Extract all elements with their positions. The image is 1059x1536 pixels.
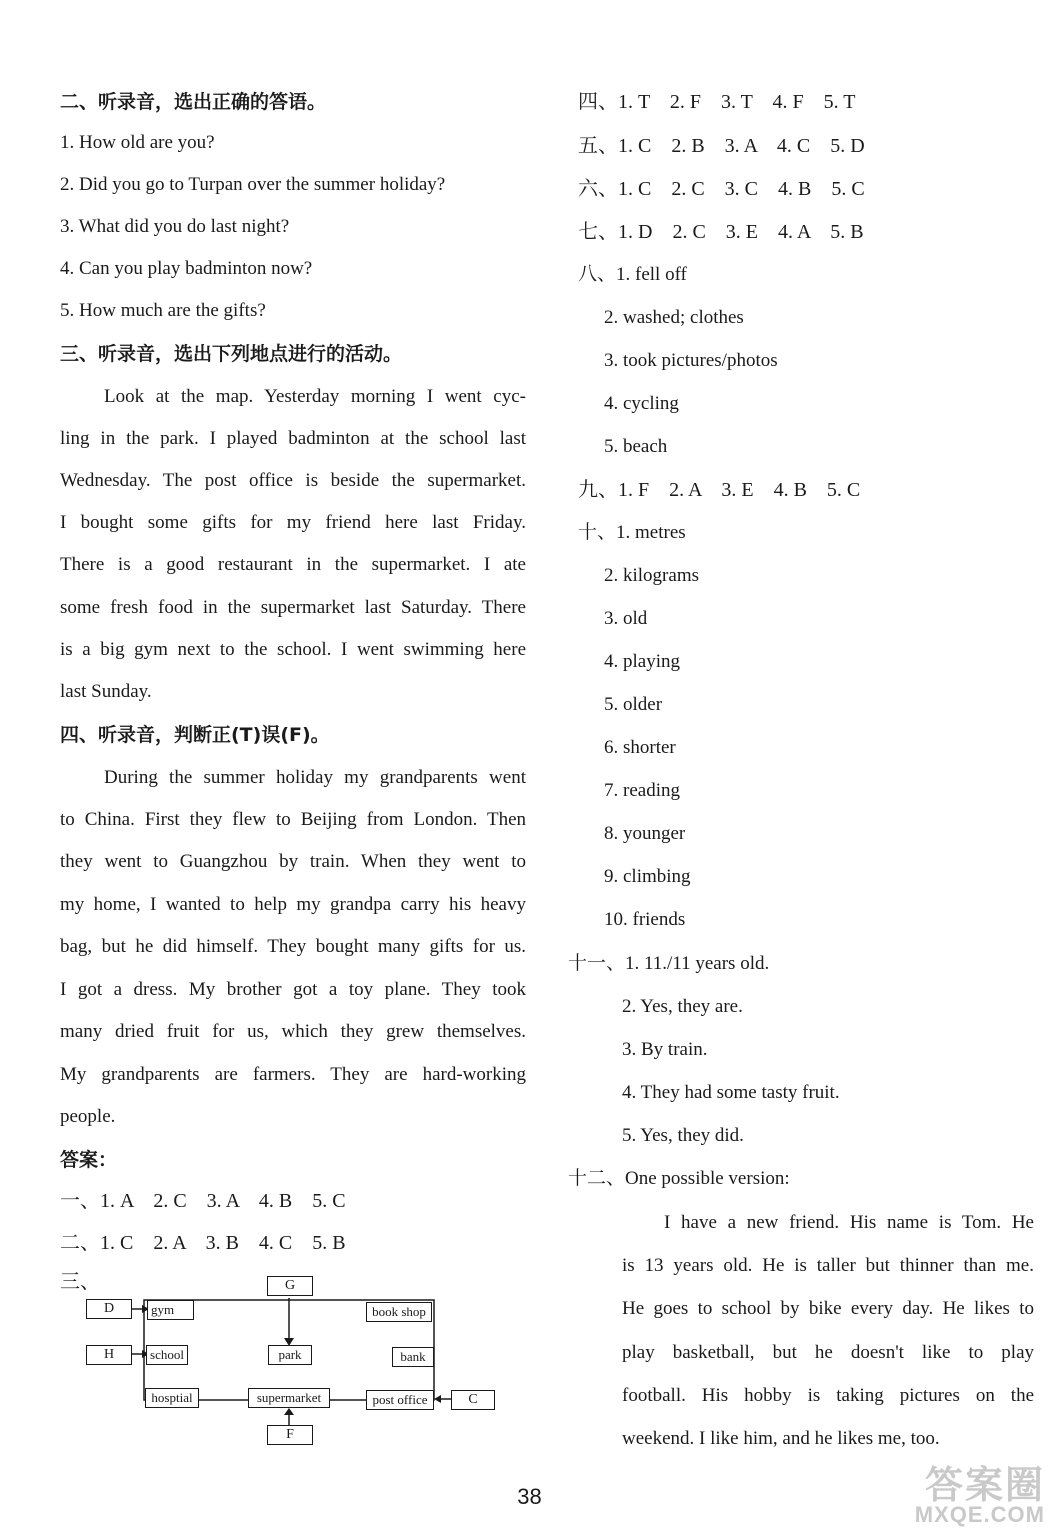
answer-section-8-item: 5. beach [604,436,668,457]
map-place-book-shop: book shop [366,1302,432,1322]
answer-section-7: 七、1. D 2. C 3. E 4. A 5. B [578,221,864,243]
map-letter-f: F [267,1425,313,1445]
section-4-line: many dried fruit for us, which they grew themselves. [60,1021,526,1042]
map-place-gym: gym [147,1300,194,1320]
section-3-line: is a big gym next to the school. I went swimming here [60,639,526,660]
answer-section-11-item: 2. Yes, they are. [622,996,743,1017]
section-4-line: to China. First they flew to Beijing from London. Then [60,809,526,830]
section-2-item: 5. How much are the gifts? [60,300,266,321]
section-3-line: ling in the park. I played badminton at the school last [60,428,526,449]
map-place-hospital: hosptial [145,1388,199,1408]
answer-section-8-first: 八、1. fell off [578,264,687,285]
map-place-post-office: post office [366,1390,434,1410]
section-4-heading: 四、听录音，判断正(T)误(F)。 [60,724,330,746]
map-diagram [56,1268,516,1458]
watermark-logo [899,1450,1049,1530]
section-2-item: 3. What did you do last night? [60,216,290,237]
answer-section-10-item: 5. older [604,694,663,715]
section-2-item: 4. Can you play badminton now? [60,258,313,279]
section-4-line: they went to Guangzhou by train. When they went to [60,851,526,872]
section-4-line: During the summer holiday my grandparents went [104,767,526,788]
section-4-line: I got a dress. My brother got a toy plane. They took [60,979,526,1000]
map-letter-g: G [267,1276,313,1296]
answers-row-1: 一、1. A 2. C 3. A 4. B 5. C [60,1190,346,1212]
answer-section-10-item: 9. climbing [604,866,691,887]
section-3-line: There is a good restaurant in the supermarket. I ate [60,554,526,575]
answer-section-10-item: 2. kilograms [604,565,699,586]
section-2-heading: 二、听录音，选出正确的答语。 [60,91,327,113]
answer-section-10-item: 3. old [604,608,648,629]
section-4-line: My grandparents are farmers. They are hard-working [60,1064,526,1085]
answers-row-2: 二、1. C 2. A 3. B 4. C 5. B [60,1232,346,1254]
map-place-park: park [268,1345,312,1365]
answer-section-10-item: 10. friends [604,909,686,930]
section-3-line: Look at the map. Yesterday morning I went cyc- [104,386,526,407]
answer-section-8-item: 2. washed; clothes [604,307,744,328]
watermark-top-text: 答案圈 [924,1465,1045,1507]
answer-section-9: 九、1. F 2. A 3. E 4. B 5. C [578,479,861,501]
page-number: 38 [517,1484,542,1509]
watermark-bottom-text: MXQE.COM [914,1502,1045,1527]
answer-section-12-line: football. His hobby is taking pictures on the [622,1385,1034,1406]
answer-section-8-item: 3. took pictures/photos [604,350,778,371]
answer-section-11-item: 3. By train. [622,1039,708,1060]
answer-section-8-item: 4. cycling [604,393,679,414]
answer-section-12-line: weekend. I like him, and he likes me, too. [622,1428,940,1449]
map-place-school: school [146,1345,188,1365]
answer-section-12-first: 十二、One possible version: [568,1168,790,1189]
section-3-heading: 三、听录音，选出下列地点进行的活动。 [60,343,403,365]
answer-section-11-item: 4. They had some tasty fruit. [622,1082,840,1103]
section-4-line: people. [60,1106,116,1127]
section-3-line: Wednesday. The post office is beside the supermarket. [60,470,526,491]
map-place-bank: bank [392,1347,434,1367]
answer-section-11-item: 5. Yes, they did. [622,1125,744,1146]
section-4-line: my home, I wanted to help my grandpa carry his heavy [60,894,526,915]
answer-section-12-line: He goes to school by bike every day. He likes to [622,1298,1034,1319]
map-letter-h: H [86,1345,132,1365]
section-3-line: last Sunday. [60,681,152,702]
map-place-supermarket: supermarket [248,1388,330,1408]
answer-section-4: 四、1. T 2. F 3. T 4. F 5. T [578,91,856,113]
section-2-item: 1. How old are you? [60,132,215,153]
answer-section-10-item: 4. playing [604,651,680,672]
answer-section-10-first: 十、1. metres [578,522,686,543]
answer-section-10-item: 6. shorter [604,737,676,758]
section-3-line: some fresh food in the supermarket last Saturday. There [60,597,526,618]
answer-section-12-line: play basketball, but he doesn't like to play [622,1342,1034,1363]
answer-section-10-item: 7. reading [604,780,680,801]
answers-row-3-label: 三、 [60,1271,100,1293]
answer-section-12-line: I have a new friend. His name is Tom. He [664,1212,1034,1233]
section-3-line: I bought some gifts for my friend here last Friday. [60,512,526,533]
section-4-line: bag, but he did himself. They bought many gifts for us. [60,936,526,957]
map-letter-c: C [451,1390,495,1410]
answer-section-12-line: is 13 years old. He is taller but thinner than me. [622,1255,1034,1276]
answers-heading: 答案： [60,1149,118,1171]
section-2-item: 2. Did you go to Turpan over the summer holiday? [60,174,446,195]
map-letter-d: D [86,1299,132,1319]
answer-section-6: 六、1. C 2. C 3. C 4. B 5. C [578,178,865,200]
answer-section-10-item: 8. younger [604,823,686,844]
answer-section-5: 五、1. C 2. B 3. A 4. C 5. D [578,135,865,157]
answer-section-11-first: 十一、1. 11./11 years old. [568,953,770,974]
